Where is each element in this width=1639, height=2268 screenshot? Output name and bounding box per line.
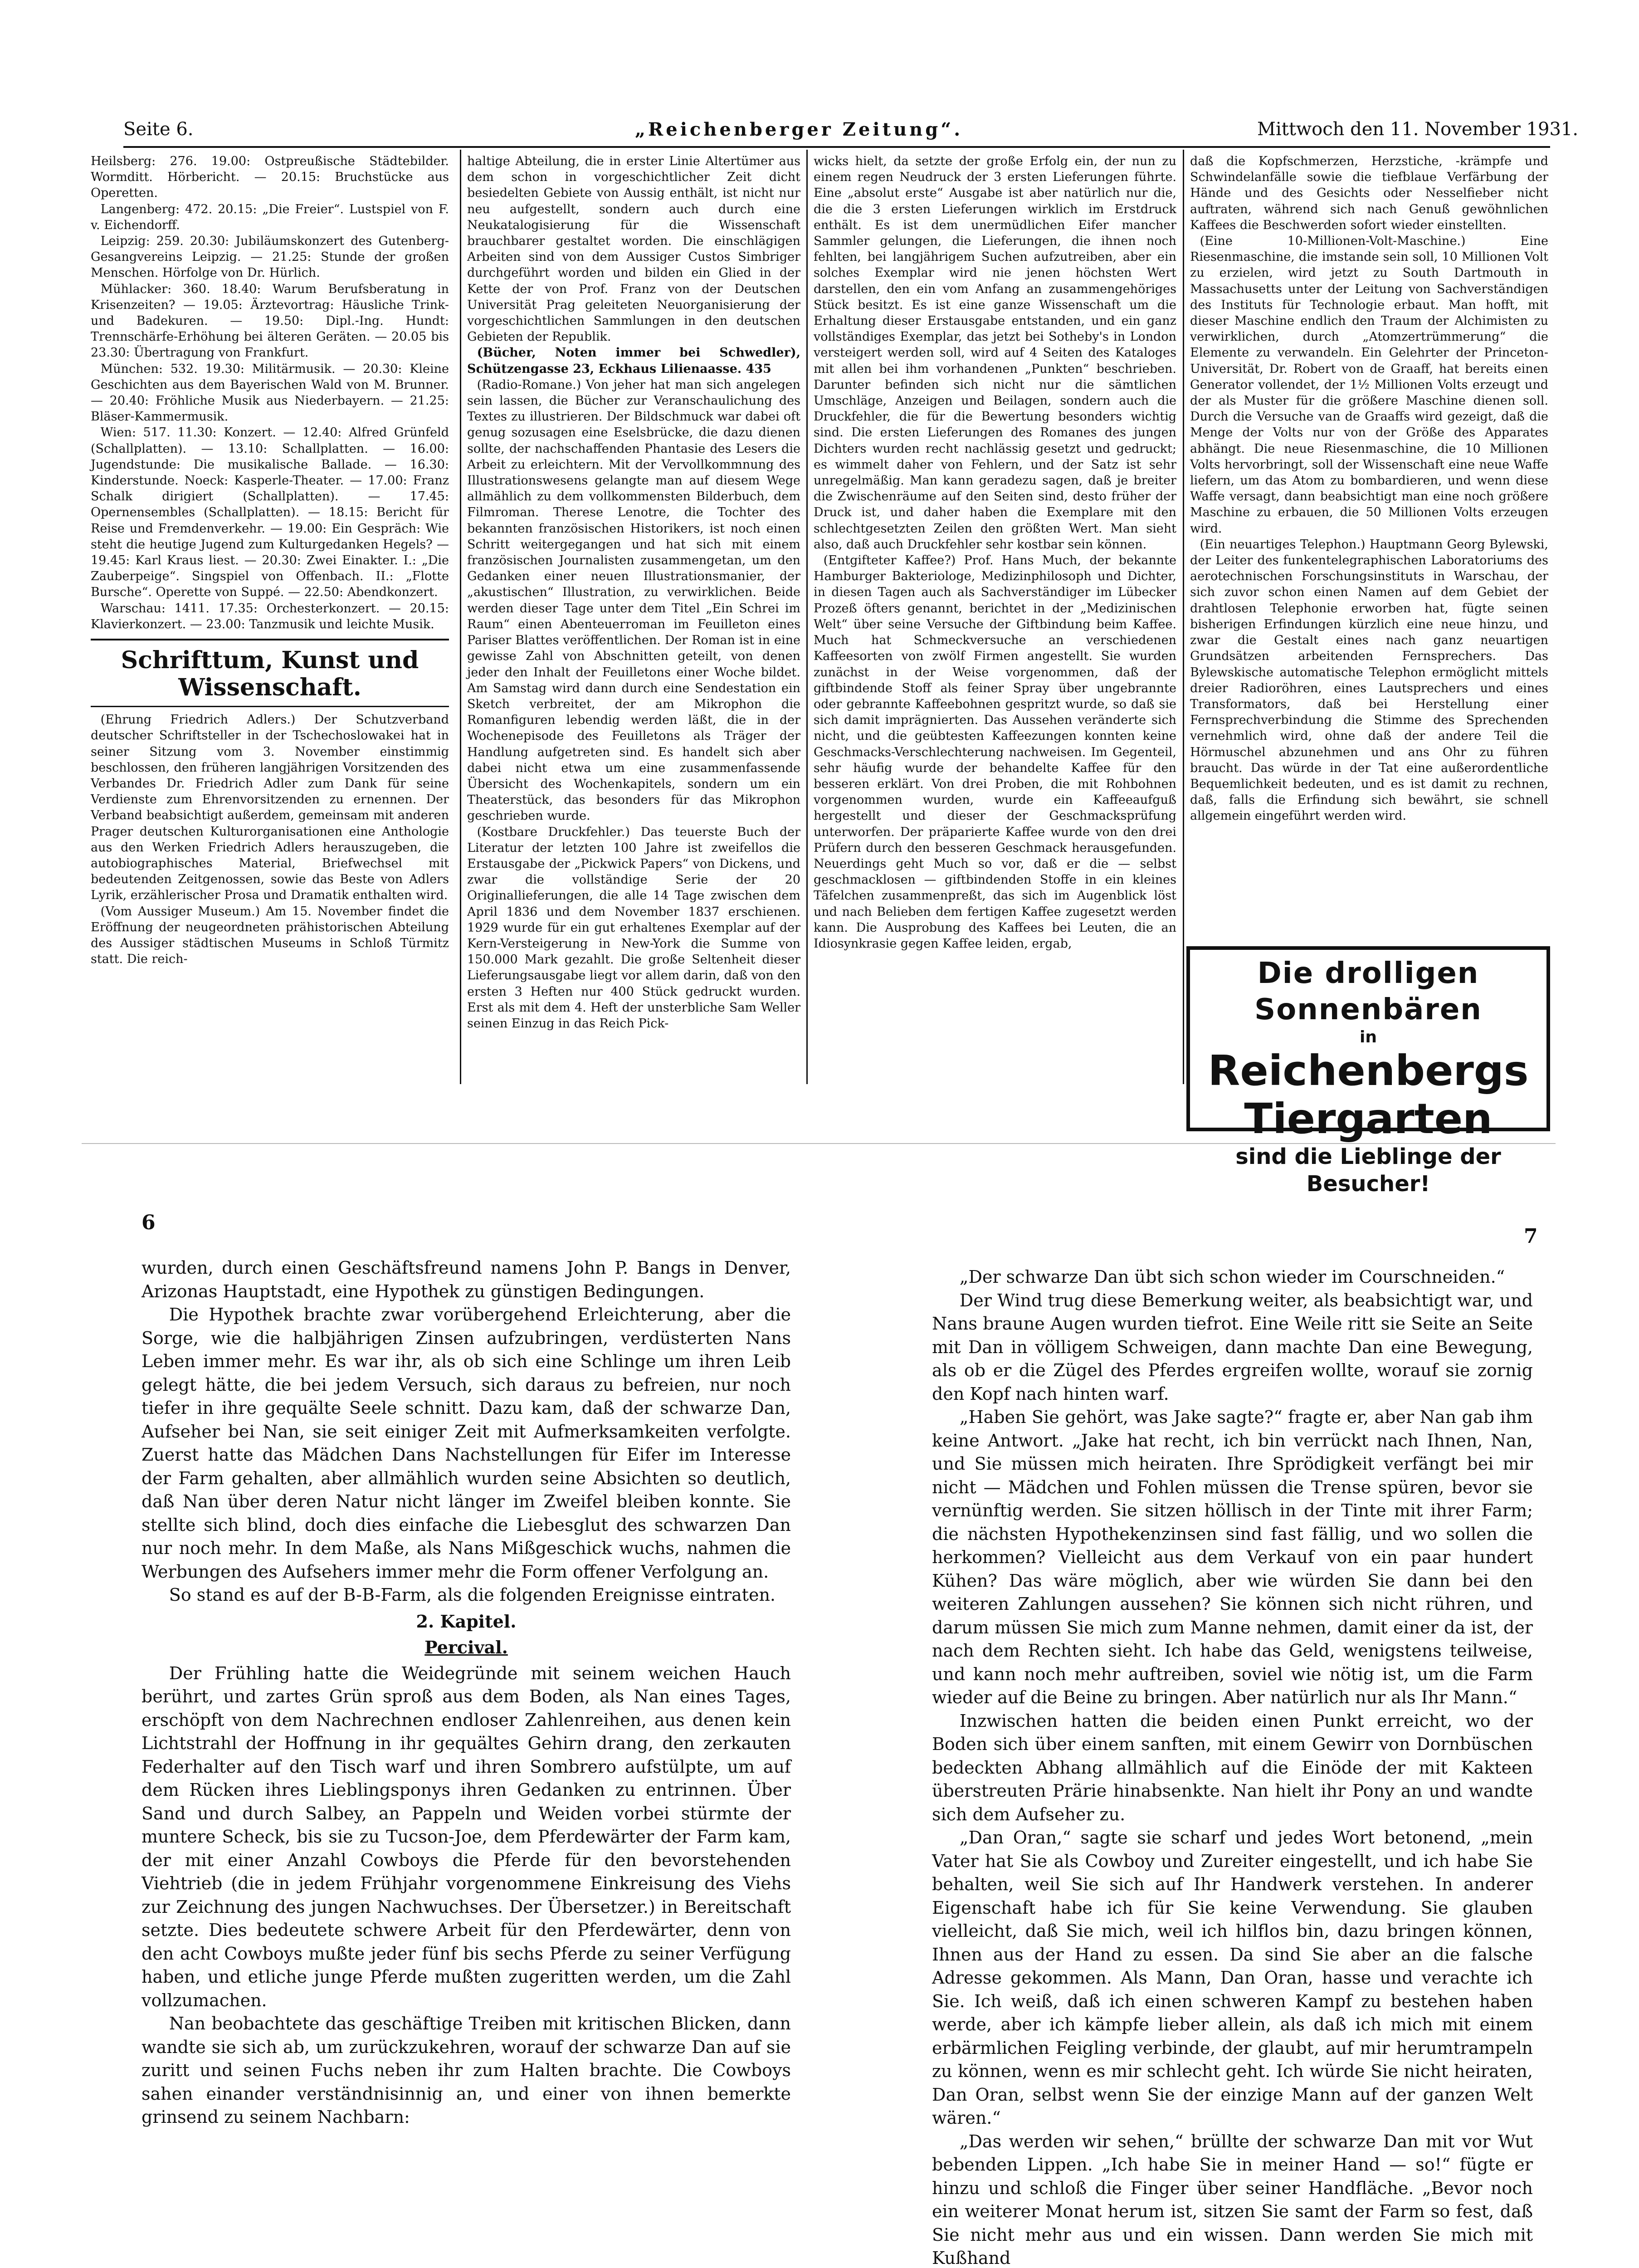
story-page-number-right: 7 xyxy=(1524,1225,1538,1248)
story-left-column xyxy=(141,1256,791,2028)
column-4 xyxy=(1190,153,1548,943)
story-page-number-left: 6 xyxy=(141,1211,156,1234)
header-rule xyxy=(123,146,1550,148)
story-paragraph: Die Hypothek brachte zwar vorübergehend Erleichterung, aber die Sorge, wie die halbjährigen Zinsen aufzubringen, verdüsterten Nans Leben immer mehr. Es war ihr, als ob sich eine Schlinge um ihren Leib gelegt hätte, die bei jedem Versuch, sich daraus zu befreien, nur noch tiefer in ihre gequälte Seele schnitt. Dazu kam, daß der schwarze Dan, Aufseher bei Nan, sie seit einiger Zeit mit Aufmerksamkeiten verfolgte. Zuerst hatte das Mädchen Dans Nachstellungen für Eifer im Interesse der Farm gehalten, aber allmählich wurden seine Absichten so deutlich, daß Nan über deren Natur nicht länger im Zweifel bleiben konnte. Sie stellte sich blind, doch dies einfache die Liebesglut des schwarzen Dan nur noch mehr. In dem Maße, als Nans Mißgeschick wuchs, nahmen die Werbungen des Aufsehers immer mehr die Form offener Verfolgung an. xyxy=(141,1303,791,1584)
section-rule xyxy=(91,706,449,707)
story-paragraph: Nan beobachtete das geschäftige Treiben mit kritischen Blicken, dann wandte sie sich ab, um zurückzukehren, worauf der schwarze Dan auf sie zuritt und seinen Fuchs neben ihr zum Halten brachte. Die Cowboys sahen einander verständnisinnig an, und einer von ihnen bemerkte grinsend zu seinem Nachbarn: xyxy=(141,2012,791,2129)
story-paragraph: So stand es auf der B-B-Farm, als die folgenden Ereignisse eintraten. xyxy=(141,1584,791,1607)
radio-listing: München: 532. 19.30: Militärmusik. — 20.30: Kleine Geschichten aus dem Bayerischen Wald von M. Brunner. — 20.40: Fröhliche Musik aus Niederbayern. — 21.25: Bläser-Kammermusik. xyxy=(91,361,449,425)
article: daß die Kopfschmerzen, Herzstiche, -krämpfe und Schwindelanfälle sowie die tiefblaue Verfärbung der Hände und des Gesichts oder Nesselfieber nicht auftraten, während sich nach Genuß gewöhnlichen Kaffees die Beschwerden sofort wieder einstellten. xyxy=(1190,153,1548,233)
story-paragraph: „Dan Oran,“ sagte sie scharf und jedes Wort betonend, „mein Vater hat Sie als Cowboy und Zureiter eingestellt, und ich habe Sie behalten, weil Sie sich auf Ihr Handwerk verstehen. In anderer Eigenschaft habe ich für Sie keine Verwendung. Sie glauben vielleicht, daß Sie mich, weil ich hilflos bin, dazu bringen können, Ihnen aus der Hand zu essen. Da sind Sie aber an die falsche Adresse gekommen. Als Mann, Dan Oran, hasse und verachte ich Sie. Ich weiß, daß ich einen schweren Kampf zu bestehen haben werde, aber ich kämpfe lieber allein, als daß ich mich mit einem erbärmlichen Feigling verbinde, der glaubt, auf mir herumtrampeln zu können, wenn es mir schlecht geht. Ich würde Sie nicht heiraten, Dan Oran, selbst wenn Sie der einzige Mann auf der ganzen Welt wären.“ xyxy=(932,1826,1533,2130)
radio-listing: Mühlacker: 360. 18.40: Warum Berufsberatung in Krisenzeiten? — 19.05: Ärztevortrag: Häusliche Trink- und Badekuren. — 19.50: Dipl.-Ing. Hundt: Trennschärfe-Erhöhung bei älteren Geräten. — 20.05 bis 23.30: Übertragung von Frankfurt. xyxy=(91,281,449,361)
radio-listing: Leipzig: 259. 20.30: Jubiläumskonzert des Gutenberg-Gesangvereins Leipzig. — 21.25: Stunde der großen Menschen. Hörfolge von Dr. Hürlich. xyxy=(91,233,449,281)
column-3 xyxy=(814,153,1176,1083)
radio-listing: Wien: 517. 11.30: Konzert. — 12.40: Alfred Grünfeld (Schallplatten). — 13.10: Schallplatten. — 16.00: Jugendstunde: Die musikalische Ballade. — 16.30: Kinderstunde. Noeck: Kasperle-Theater. — 17.00: Franz Schalk dirigiert (Schallplatten). — 17.45: Opernensembles (Schallplatten). — 18.15: Bericht für Reise und Fremdenverkehr. — 19.00: Ein Gespräch: Wie steht die heutige Jugend zum Kulturgedanken Hegels? — 19.45: Karl Kraus liest. — 20.30: Zwei Einakter. I.: „Die Zauberpeige“. Singspiel von Offenbach. II.: „Flotte Bursche“. Operette von Suppé. — 22.50: Abendkonzert. xyxy=(91,425,449,600)
section-rule xyxy=(91,639,449,640)
advertisement-line: (Bücher, Noten immer bei Schwedler), Schützengasse 23, Eckhaus Lilienaasse. 435 xyxy=(467,345,800,376)
tiergarten-advertisement xyxy=(1186,946,1550,1131)
ad-line-2: in xyxy=(1190,1028,1546,1047)
article: haltige Abteilung, die in erster Linie Altertümer aus dem schon in vorgeschichtlicher Zeit dicht besiedelten Gebiete von Aussig enthält, ist nicht nur neu aufgestellt, sondern auch durch eine Neukatalogisierung für die Wissenschaft brauchbarer gestaltet worden. Die einschlägigen Arbeiten sind von dem Aussiger Custos Simbriger durchgeführt worden und bilden ein Glied in der Kette der von Prof. Franz von der Deutschen Universität Prag geleiteten Neuorganisierung der vorgeschichtlichen Sammlungen in den deutschen Gebieten der Republik. xyxy=(467,153,800,345)
story-paragraph: Der Frühling hatte die Weidegründe mit seinem weichen Hauch berührt, und zartes Grün sproß aus dem Boden, als Nan eines Tages, erschöpft von dem Nachrechnen endloser Zahlenreihen, aus denen kein Lichtstrahl der Hoffnung in ihr gequältes Gehirn drang, den zerkauten Federhalter auf den Tisch warf und ihren Sombrero aufstülpte, um auf dem Rücken ihres Lieblingsponys ihren Gedanken zu entrinnen. Über Sand und durch Salbey, an Pappeln und Weiden vorbei stürmte der muntere Scheck, bis sie zu Tucson-Joe, dem Pferdewärter der Farm kam, der mit einer Anzahl Cowboys die Pferde für den bevorstehenden Viehtrieb (die in jedem Frühjahr vorgenommene Einkreisung des Viehs zur Zeichnung des jungen Nachwuchses. Der Übersetzer.) in Bereitschaft setzte. Dies bedeutete schwere Arbeit für den Pferdewärter, denn von den acht Cowboys mußte jeder fünf bis sechs Pferde zu seiner Verfügung haben, und etliche junge Pferde mußten zugeritten werden, um die Zahl vollzumachen. xyxy=(141,1662,791,2013)
story-paragraph: Der Wind trug diese Bemerkung weiter, als beabsichtigt war, und Nans braune Augen wurden tiefrot. Eine Weile ritt sie Seite an Seite mit Dan in völligem Schweigen, dann machte Dan eine Bewegung, als ob er die Zügel des Pferdes ergreifen wollte, worauf sie zornig den Kopf nach hinten warf. xyxy=(932,1289,1533,1406)
story-right-column xyxy=(932,1266,1533,2037)
story-paragraph: „Haben Sie gehört, was Jake sagte?“ fragte er, aber Nan gab ihm keine Antwort. „Jake hat recht, ich bin verrückt nach Ihnen, Nan, und Sie müssen mich heiraten. Ihre Sprödigkeit verfängt bei mir nicht — Mädchen und Fohlen müssen die Trense spüren, bevor sie vernünftig werden. Sie sitzen höllisch in der Tinte mit ihrer Farm; die nächsten Hypothekenzinsen sind fast fällig, und wo sollen die herkommen? Vielleicht aus dem Verkauf von ein paar hundert Kühen? Das wäre möglich, aber wie würden Sie dann bei den weiteren Zahlungen aussehen? Sie können sich nicht rühren, und darum müssen Sie mich zum Manne nehmen, damit einer da ist, der nach dem Rechten sieht. Ich habe das Geld, wenigstens teilweise, und kann noch mehr auftreiben, soviel wie nötig ist, um die Farm wieder auf die Beine zu bringen. Aber natürlich nur als Ihr Mann.“ xyxy=(932,1406,1533,1710)
radio-listing: Langenberg: 472. 20.15: „Die Freier“. Lustspiel von F. v. Eichendorff. xyxy=(91,201,449,233)
article: (Radio-Romane.) Von jeher hat man sich angelegen sein lassen, die Bücher zur Veranschaulichung des Textes zu illustrieren. Der Bildschmuck war dabei oft genug sozusagen eine Eselsbrücke, die dazu dienen sollte, der nachschaffenden Phantasie des Lesers die Arbeit zu erleichtern. Mit der Vervollkommnung des Illustrationswesens gelangte man auf diesem Wege allmählich zu dem vollkommensten Bilderbuch, dem Filmroman. Therese Lenotre, die Tochter des bekannten französischen Historikers, ist noch einen Schritt weitergegangen und hat sich mit einem französischen Journalisten zusammengetan, um den Gedanken einer neuen Illustrationsmanier, der „akustischen“ Illustration, zu verwirklichen. Beide werden dieser Tage unter dem Titel „Ein Schrei im Raum“ einen Abenteuerroman im Feuilleton eines Pariser Blattes veröffentlichen. Der Roman ist in eine gewisse Zahl von Abschnitten geteilt, von denen jeder den Inhalt der Feuilletons einer Woche bildet. Am Samstag wird dann durch eine Sendestation ein Sketch verbreitet, der am Mikrophon die Romanfiguren lebendig werden läßt, die in der Wochenepisode des Feuilletons als Träger der Handlung aufgetreten sind. Es handelt sich aber dabei nicht etwa um eine zusammenfassende Übersicht des Wochenkapitels, sondern um ein Theaterstück, das besonders für das Mikrophon geschrieben wurde. xyxy=(467,377,800,824)
section-title: Schrifttum, Kunst und Wissenschaft. xyxy=(91,647,449,701)
story-paragraph: „Das werden wir sehen,“ brüllte der schwarze Dan mit vor Wut bebenden Lippen. „Ich habe Sie in meiner Hand — so!“ fügte er hinzu und schloß die Finger über seiner Handfläche. „Bevor noch ein weiterer Monat herum ist, sitzen Sie samt der Farm so fest, daß Sie nicht mehr aus und ein wissen. Dann werden Sie mich mit Kußhand xyxy=(932,2130,1533,2268)
ad-line-4: sind die Lieblinge der Besucher! xyxy=(1190,1143,1546,1198)
column-divider xyxy=(1183,150,1184,1084)
article: (Ein neuartiges Telephon.) Hauptmann Georg Bylewski, der Leiter des funkentelegraphischen Laboratoriums des aerotechnischen Forschungsinstituts in Warschau, der sich zuvor schon einen Namen auf dem Gebiet der drahtlosen Telephonie erworben hat, fügte seinen bisherigen Erfindungen kürzlich eine neue hinzu, und zwar die Gestalt eines nach ganz neuartigen Grundsätzen arbeitenden Fernsprechers. Das Bylewskische automatische Telephon ermöglicht mittels dreier Radioröhren, eines Lautsprechers und eines Transformators, daß bei Herstellung einer Fernsprechverbindung die Stimme des Sprechenden vernehmlich wird, ohne daß der andere Teil die Hörmuschel abzunehmen und ans Ohr zu führen braucht. Das würde in der Tat eine außerordentliche Bequemlichkeit bedeuten, und es ist damit zu rechnen, daß, falls die Erfindung sich bewährt, sie schnell allgemein eingeführt werden wird. xyxy=(1190,537,1548,824)
article: (Ehrung Friedrich Adlers.) Der Schutzverband deutscher Schriftsteller in der Tschechoslowakei hat in seiner Sitzung vom 3. November einstimmig beschlossen, den früheren langjährigen Vorsitzenden des Verbandes Dr. Friedrich Adler zum Dank für seine Verdienste zum Ehrenvorsitzenden zu ernennen. Der Verband beabsichtigt außerdem, gemeinsam mit anderen Prager deutschen Kulturorganisationen eine Anthologie aus den Werken Friedrich Adlers herauszugeben, die autobiographisches Material, Briefwechsel mit bedeutenden Zeitgenossen, sowie das Beste von Adlers Lyrik, erzählerischer Prosa und Dramatik enthalten wird. xyxy=(91,712,449,903)
article: (Kostbare Druckfehler.) Das teuerste Buch der Literatur der letzten 100 Jahre ist zweifellos die Erstausgabe der „Pickwick Papers“ von Dickens, und zwar die vollständige Serie der 20 Originallieferungen, die alle 14 Tage zwischen dem April 1836 und dem November 1837 erschienen. 1929 wurde für ein gut erhaltenes Exemplar auf der Kern-Versteigerung in New-York die Summe von 150.000 Mark gezahlt. Die große Seltenheit dieser Lieferungsausgabe liegt vor allem darin, daß von den ersten 3 Heften nur 400 Stück gedruckt wurden. Erst als mit dem 4. Heft der unsterbliche Sam Weller seinen Einzug in das Reich Pick- xyxy=(467,824,800,1032)
radio-listing: Heilsberg: 276. 19.00: Ostpreußische Städtebilder. Wormditt. Hörbericht. — 20.15: Bruchstücke aus Operetten. xyxy=(91,153,449,201)
article: wicks hielt, da setzte der große Erfolg ein, der nun zu einem regen Neudruck der 3 ersten Lieferungen führte. Eine „absolut erste“ Ausgabe ist aber natürlich nur die, die die 3 ersten Lieferungen wirklich im Erstdruck enthält. Es ist dem unermüdlichen Eifer mancher Sammler gelungen, die Lieferungen, die ihnen noch fehlten, bei langjährigem Suchen aufzutreiben, aber ein solches Exemplar wird nie jenen höchsten Wert darstellen, den ein vom Anfang an zusammengehöriges Stück besitzt. Es ist eine ganze Wissenschaft um die Erhaltung dieser Erstausgabe entstanden, und ein ganz vollständiges Exemplar, das jetzt bei Sotheby's in London versteigert werden soll, wird auf 4 Seiten des Kataloges mit allen bei ihm vorhandenen „Punkten“ beschrieben. Darunter befinden sich nicht nur die sämtlichen Umschläge, Anzeigen und Beilagen, sondern auch die Druckfehler, die für die Bewertung besonders wichtig sind. Die ersten Lieferungen des Romanes des jungen Dichters wurden recht nachlässig gesetzt und gedruckt; es wimmelt daher von Fehlern, und der Satz ist sehr unregelmäßig. Man kann geradezu sagen, daß je breiter die Zwischenräume auf den Seiten sind, desto früher der Druck ist, und daher haben die Exemplare mit den schlechtgesetzten Zeilen den größten Wert. Man sieht also, daß auch Druckfehler sehr kostbar sein können. xyxy=(814,153,1176,552)
radio-listing: Warschau: 1411. 17.35: Orchesterkonzert. — 20.15: Klavierkonzert. — 23.00: Tanzmusik und leichte Musik. xyxy=(91,601,449,632)
page-number-header: Seite 6. xyxy=(123,119,194,140)
column-1 xyxy=(91,153,449,1083)
article: (Eine 10-Millionen-Volt-Maschine.) Eine Riesenmaschine, die imstande sein soll, 10 Millionen Volt zu erzielen, wird jetzt zu South Dartmouth in Massachusetts unter der Leitung von Sachverständigen des Instituts für Technologie erbaut. Man hofft, mit dieser Maschine endlich den Traum der Alchimisten zu verwirklichen, durch „Atomzertrümmerung“ die Elemente zu verwandeln. Ein Gelehrter der Princeton-Universität, Dr. Robert von de Graaff, hat bereits einen Generator vollendet, der 1½ Millionen Volts erzeugt und der als Muster für die größere Maschine dienen soll. Durch die Versuche van de Graaffs wird gezeigt, daß die Menge der Volts nur von der Größe des Apparates abhängt. Die neue Riesenmaschine, die 10 Millionen Volts hervorbringt, soll der Wissenschaft eine neue Waffe liefern, um das Atom zu bombardieren, und wenn diese Waffe versagt, dann beabsichtigt man eine noch größere Maschine zu erbauen, die 50 Millionen Volts erzeugen wird. xyxy=(1190,233,1548,537)
story-paragraph: „Der schwarze Dan übt sich schon wieder im Courschneiden.“ xyxy=(932,1266,1533,1289)
article: (Entgifteter Kaffee?) Prof. Hans Much, der bekannte Hamburger Bakteriologe, Medizinphilosoph und Dichter, in diesen Tagen auch als Sachverständiger im Lübecker Prozeß öfters genannt, berichtet in der „Medizinischen Welt“ über seine Versuche der Giftbindung beim Kaffee. Much hat Schmeckversuche an verschiedenen Kaffeesorten von zwölf Firmen angestellt. Sie wurden zunächst in der Weise vorgenommen, daß der giftbindende Stoff als feiner Spray über ungebrannte oder gebrannte Kaffeebohnen gespritzt wurde, so daß sie sich damit imprägnierten. Das Aussehen veränderte sich nicht, und die geübtesten Kaffeezungen konnten keine Geschmacks-Verschlechterung nachweisen. Im Gegenteil, sehr häufig wurde der behandelte Kaffee für den besseren erklärt. Von drei Proben, die mit Rohbohnen vorgenommen wurden, wurde ein Kaffeeaufguß hergestellt und dieser der Geschmacksprüfung unterworfen. Der präparierte Kaffee wurde von den drei Prüfern durch den besseren Geschmack herausgefunden. Neuerdings geht Much so vor, daß er die — selbst geschmacklosen — giftbindenden Stoffe in ein kleines Täfelchen zusammenpreßt, das sich im Augenblick löst und nach Belieben dem fertigen Kaffee zugesetzt werden kann. Die Ausprobung des Kaffees bei Leuten, die an Idiosynkrasie gegen Kaffee leiden, ergab, xyxy=(814,552,1176,952)
newspaper-title: „Reichenberger Zeitung“. xyxy=(635,119,963,140)
column-divider xyxy=(460,150,461,1084)
story-paragraph: Inzwischen hatten die beiden einen Punkt erreicht, wo der Boden sich über einem sanften, mit einem Gewirr von Dornbüschen bedeckten Abhang allmählich auf die Einöde der mit Kakteen überstreuten Prärie hinabsenkte. Nan hielt ihr Pony an und wandte sich dem Aufseher zu. xyxy=(932,1710,1533,1827)
column-2 xyxy=(467,153,800,1083)
ad-line-1: Die drolligen Sonnenbären xyxy=(1190,955,1546,1028)
story-paragraph: wurden, durch einen Geschäftsfreund namens John P. Bangs in Denver, Arizonas Hauptstadt, eine Hypothek zu günstigen Bedingungen. xyxy=(141,1256,791,1303)
ad-line-3: Reichenbergs Tiergarten xyxy=(1190,1047,1546,1143)
chapter-title: Percival. xyxy=(141,1636,791,1659)
column-divider xyxy=(806,150,808,1084)
article: (Vom Aussiger Museum.) Am 15. November findet die Eröffnung der neugeordneten prähistorischen Abteilung des Aussiger städtischen Museums in Schloß Türmitz statt. Die reich- xyxy=(91,904,449,968)
issue-date: Mittwoch den 11. November 1931. xyxy=(1257,119,1578,140)
chapter-number: 2. Kapitel. xyxy=(141,1610,791,1633)
page-fold xyxy=(82,1143,1556,1144)
